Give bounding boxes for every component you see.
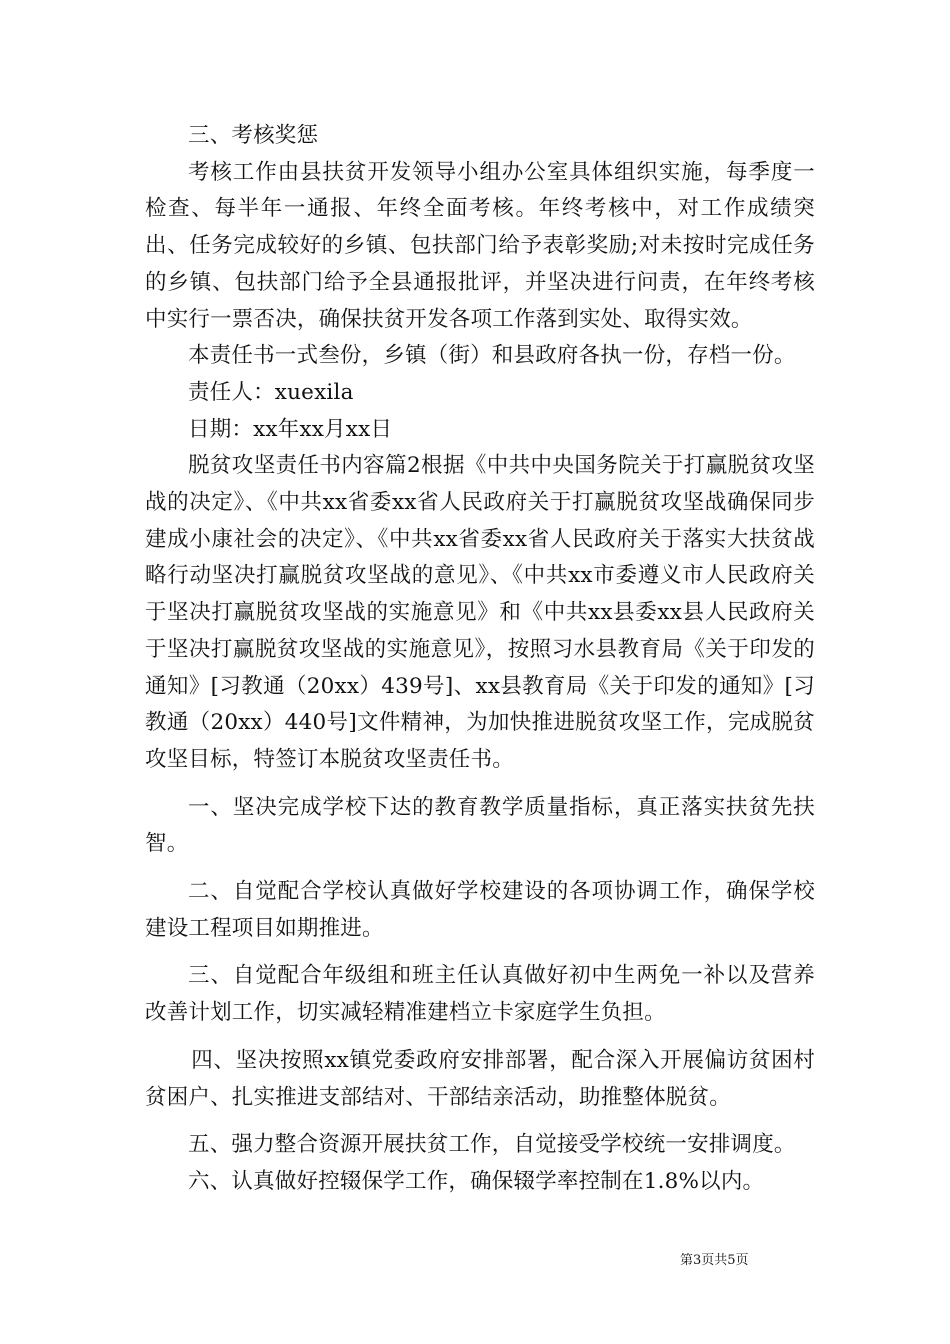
paragraph-article-2-intro: 脱贫攻坚责任书内容篇2根据《中共中央国务院关于打赢脱贫攻坚战的决定》、《中共xx省委xx省人民政府关于打赢脱贫攻坚战确保同步建成小康社会的决定》、《中共xx省委xx省人民政府关于落实大扶贫战略行动坚决打赢脱贫攻坚战的意见》、《中共xx市委遵义市人民政府关于坚决打赢脱贫攻坚战的实施意见》和《中共xx县委xx县人民政府关于坚决打赢脱贫攻坚战的实施意见》，按照习水县教育局《关于印发的通知》[习教通（20xx）439号]、xx县教育局《关于印发的通知》[习教通（20xx）440号]文件精神，为加快推进脱贫攻坚工作，完成脱贫攻坚目标，特签订本脱贫攻坚责任书。 bbox=[145, 453, 815, 772]
paragraph-date: 日期：xx年xx月xx日 bbox=[188, 416, 393, 442]
list-item-6: 六、认真做好控辍保学工作，确保辍学率控制在1.8%以内。 bbox=[188, 1168, 765, 1194]
paragraph-responsible-person: 责任人：xuexila bbox=[188, 379, 354, 405]
list-item-3: 三、自觉配合年级组和班主任认真做好初中生两免一补以及营养改善计划工作，切实减轻精准建档立卡家庭学生负担。 bbox=[145, 963, 815, 1026]
list-item-5: 五、强力整合资源开展扶贫工作，自觉接受学校统一安排调度。 bbox=[188, 1132, 796, 1158]
list-item-2: 二、自觉配合学校认真做好学校建设的各项协调工作，确保学校建设工程项目如期推进。 bbox=[145, 879, 815, 941]
page-number-footer: 第3页共5页 bbox=[680, 1253, 749, 1268]
list-item-1: 一、坚决完成学校下达的教育教学质量指标，真正落实扶贫先扶智。 bbox=[145, 794, 815, 857]
section-heading-assessment: 三、考核奖惩 bbox=[188, 123, 319, 148]
paragraph-assessment-details: 考核工作由县扶贫开发领导小组办公室具体组织实施，每季度一检查、每半年一通报、年终全面考核。年终考核中，对工作成绩突出、任务完成较好的乡镇、包扶部门给予表彰奖励;对未按时完成任务的乡镇、包扶部门给予全县通报批评，并坚决进行问责，在年终考核中实行一票否决，确保扶贫开发各项工作落到实处、取得实效。 bbox=[145, 159, 815, 332]
list-item-4: 四、坚决按照xx镇党委政府安排部署，配合深入开展偏访贫困村贫困户、扎实推进支部结对、干部结亲活动，助推整体脱贫。 bbox=[145, 1047, 815, 1110]
paragraph-copies: 本责任书一式叁份，乡镇（街）和县政府各执一份，存档一份。 bbox=[188, 343, 796, 369]
document-body bbox=[145, 118, 815, 1201]
